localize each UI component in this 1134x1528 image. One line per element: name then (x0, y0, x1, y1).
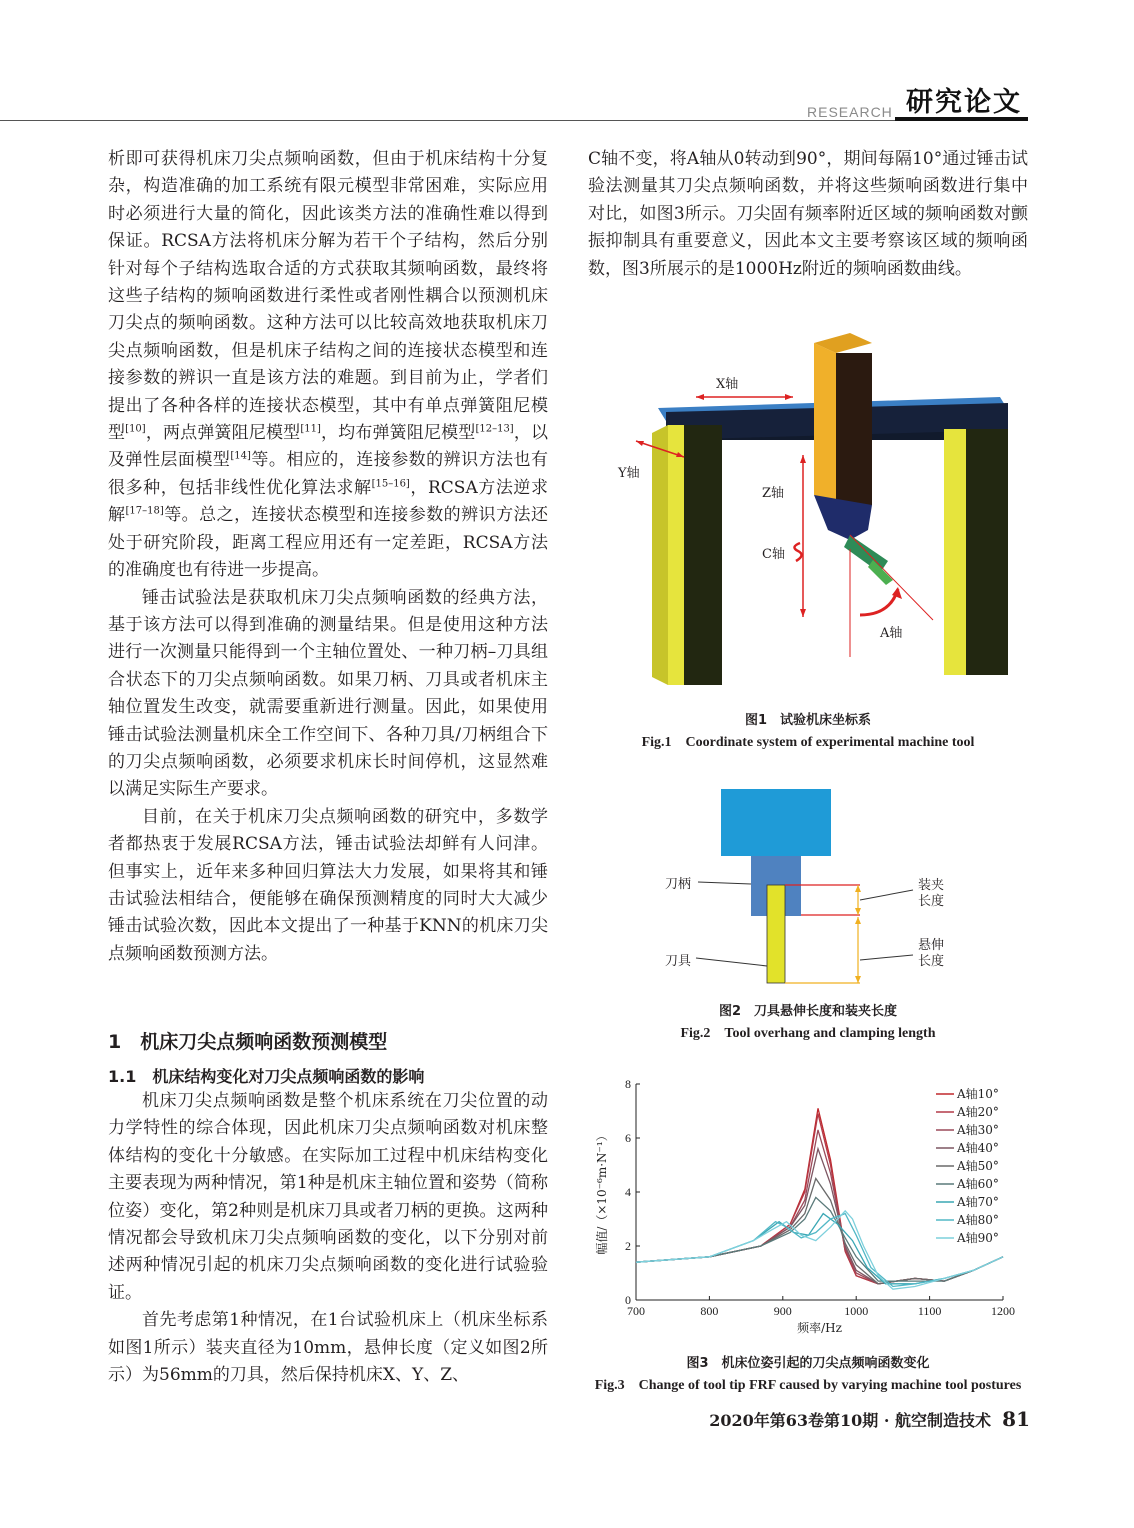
journal-info: 2020年第63卷第10期 · 航空制造技术 (709, 1411, 992, 1430)
y-tick-label: 6 (625, 1131, 631, 1145)
subsection-heading: 1.1 机床结构变化对刀尖点频响函数的影响 (108, 1067, 425, 1086)
legend-label: A轴80° (957, 1213, 999, 1227)
paragraph: 首先考虑第1种情况，在1台试验机床上（机床坐标系如图1所示）装夹直径为10mm，悬伸长度（定义如图2所示）为56mm的刀具，然后保持机床X、Y、Z、 (108, 1310, 548, 1386)
x-tick-label: 1200 (991, 1304, 1015, 1318)
legend-label: A轴40° (957, 1141, 999, 1155)
legend-label: A轴10° (957, 1087, 999, 1101)
x-tick-label: 800 (700, 1304, 719, 1318)
header-rule (0, 120, 1028, 121)
series-line (636, 1214, 1003, 1284)
x-tick-label: 1000 (844, 1304, 869, 1318)
z-axis-label: Z轴 (762, 486, 785, 501)
paragraph: C轴不变，将A轴从0转动到90°，期间每隔10°通过锤击试验法测量其刀尖点频响函数，并将这些频响函数进行集中对比，如图3所示。刀尖固有频率附近区域的频响函数对颤振抑制具有重要意义，因此本文主要考察该区域的频响函数，图3所展示的是1000Hz附近的频响函数曲线。 (588, 149, 1028, 279)
figure-1-caption-zh: 图1 试验机床坐标系 (744, 713, 872, 728)
a-axis-label: A轴 (880, 626, 903, 641)
right-column (588, 146, 1028, 283)
figure-1-caption-en: Fig.1 Coordinate system of experimental machine tool (641, 735, 975, 750)
citation: [12–13] (475, 423, 514, 435)
citation: [14] (230, 450, 251, 462)
overhang-length-label: 悬伸 长度 (918, 938, 945, 969)
series-line (636, 1197, 1003, 1281)
y-axis-label: Y轴 (618, 466, 640, 481)
legend-label: A轴30° (957, 1123, 999, 1137)
x-tick-label: 1100 (917, 1304, 942, 1318)
y-tick-label: 4 (625, 1185, 631, 1199)
citation: [17–18] (125, 505, 164, 517)
clamping-length-label: 装夹 长度 (918, 878, 945, 909)
figure-2-caption-zh: 图2 刀具悬伸长度和装夹长度 (718, 1004, 898, 1019)
tool-holder-diagram (588, 780, 1028, 990)
y-axis-title: 幅值/（×10⁻⁶m·N⁻¹） (595, 1129, 609, 1255)
legend-label: A轴90° (957, 1231, 999, 1245)
page-number: 81 (1002, 1407, 1030, 1431)
header-section-zh: 研究论文 (906, 87, 1022, 118)
figure-2-caption-en: Fig.2 Tool overhang and clamping length (680, 1026, 936, 1041)
left-column (108, 146, 548, 968)
legend-label: A轴60° (957, 1177, 999, 1191)
series-line (636, 1179, 1003, 1284)
paragraph: 锤击试验法是获取机床刀尖点频响函数的经典方法，基于该方法可以得到准确的测量结果。但是使用这种方法进行一次测量只能得到一个主轴位置处、一种刀柄–刀具组合状态下的刀尖点频响函数。如果刀柄、刀具或者机床主轴位置发生改变，就需要重新进行测量。因此，如果使用锤击试验法测量机床全工作空间下、各种刀具/刀柄组合下的刀尖点频响函数，必须要求机床长时间停机，这显然难以满足实际生产要求。 (108, 587, 548, 800)
x-tick-label: 700 (627, 1304, 645, 1318)
frf-line-chart (588, 1070, 1028, 1345)
figure-3 (588, 1070, 1028, 1345)
series-line (636, 1214, 1003, 1287)
left-column-lower (108, 1088, 548, 1389)
y-tick-label: 8 (625, 1077, 631, 1091)
x-axis-label: X轴 (716, 377, 739, 392)
y-tick-label: 2 (625, 1239, 631, 1253)
figure-1 (588, 325, 1028, 705)
tool-holder-label: 刀柄 (665, 877, 692, 892)
legend-label: A轴70° (957, 1195, 999, 1209)
legend-label: A轴50° (957, 1159, 999, 1173)
figure-2 (588, 780, 1028, 990)
figure-3-caption-en: Fig.3 Change of tool tip FRF caused by varying machine tool postures (594, 1378, 1022, 1393)
figure-3-caption-zh: 图3 机床位姿引起的刀尖点频响函数变化 (686, 1356, 930, 1371)
citation: [11] (300, 423, 321, 435)
series-line (636, 1149, 1003, 1284)
paragraph: 析即可获得机床刀尖点频响函数，但由于机床结构十分复杂，构造准确的加工系统有限元模型非常困难，实际应用时必须进行大量的简化，因此该类方法的准确性难以得到保证。RCSA方法将机床分解为若干个子结构，然后分别针对每个子结构选取合适的方式获取其频响函数，最终将这些子结构的频响函数进行柔性或者刚性耦合以预测机床刀尖点的频响函数。这种方法可以比较高效地获取机床刀尖点频响函数，但是机床子结构之间的连接状态模型和连接参数的辨识一直是该方法的难题。到目前为止，学者们提出了各种各样的连接状态模型，其中有单点弹簧阻尼模型[10]，两点弹簧阻尼模型[11]，均布弹簧阻尼模型[12–13]，以及弹性层面模型[14]等。相应的，连接参数的辨识方法也有很多种，包括非线性优化算法求解[15–16]，RCSA方法逆求解[17–18]等。总之，连接状态模型和连接参数的辨识方法还处于研究阶段，距离工程应用还有一定差距，RCSA方法的准确度也有待进一步提高。 (108, 149, 549, 581)
citation: [15–16] (371, 478, 410, 490)
section-heading: 1 机床刀尖点频响函数预测模型 (108, 1031, 388, 1053)
paragraph: 目前，在关于机床刀尖点频响函数的研究中，多数学者都热衷于发展RCSA方法，锤击试验法却鲜有人问津。但事实上，近年来多种回归算法大力发展，如果将其和锤击试验法相结合，便能够在确保预测精度的同时大大减少锤击试验次数，因此本文提出了一种基于KNN的机床刀尖点频响函数预测方法。 (108, 806, 548, 964)
x-axis-title: 频率/Hz (797, 1321, 842, 1335)
tool-label: 刀具 (665, 954, 692, 969)
paragraph: 机床刀尖点频响函数是整个机床系统在刀尖位置的动力学特性的综合体现，因此机床刀尖点频响函数对机床整体结构的变化十分敏感。在实际加工过程中机床结构变化主要表现为两种情况，第1种是机床主轴位置和姿势（简称位姿）变化，第2种则是机床刀具或者刀柄的更换。这两种情况都会导致机床刀尖点频响函数的变化，以下分别对前述两种情况引起的机床刀尖点频响函数的变化进行试验验证。 (108, 1091, 548, 1303)
header-section-en: RESEARCH (807, 104, 893, 120)
series-line (636, 1211, 1003, 1289)
page-footer (690, 1407, 1030, 1431)
y-tick-label: 0 (625, 1293, 631, 1307)
x-tick-label: 900 (773, 1304, 792, 1318)
citation: [10] (125, 423, 146, 435)
legend-label: A轴20° (957, 1105, 999, 1119)
c-axis-label: C轴 (762, 547, 785, 562)
machine-tool-diagram (588, 325, 1028, 705)
